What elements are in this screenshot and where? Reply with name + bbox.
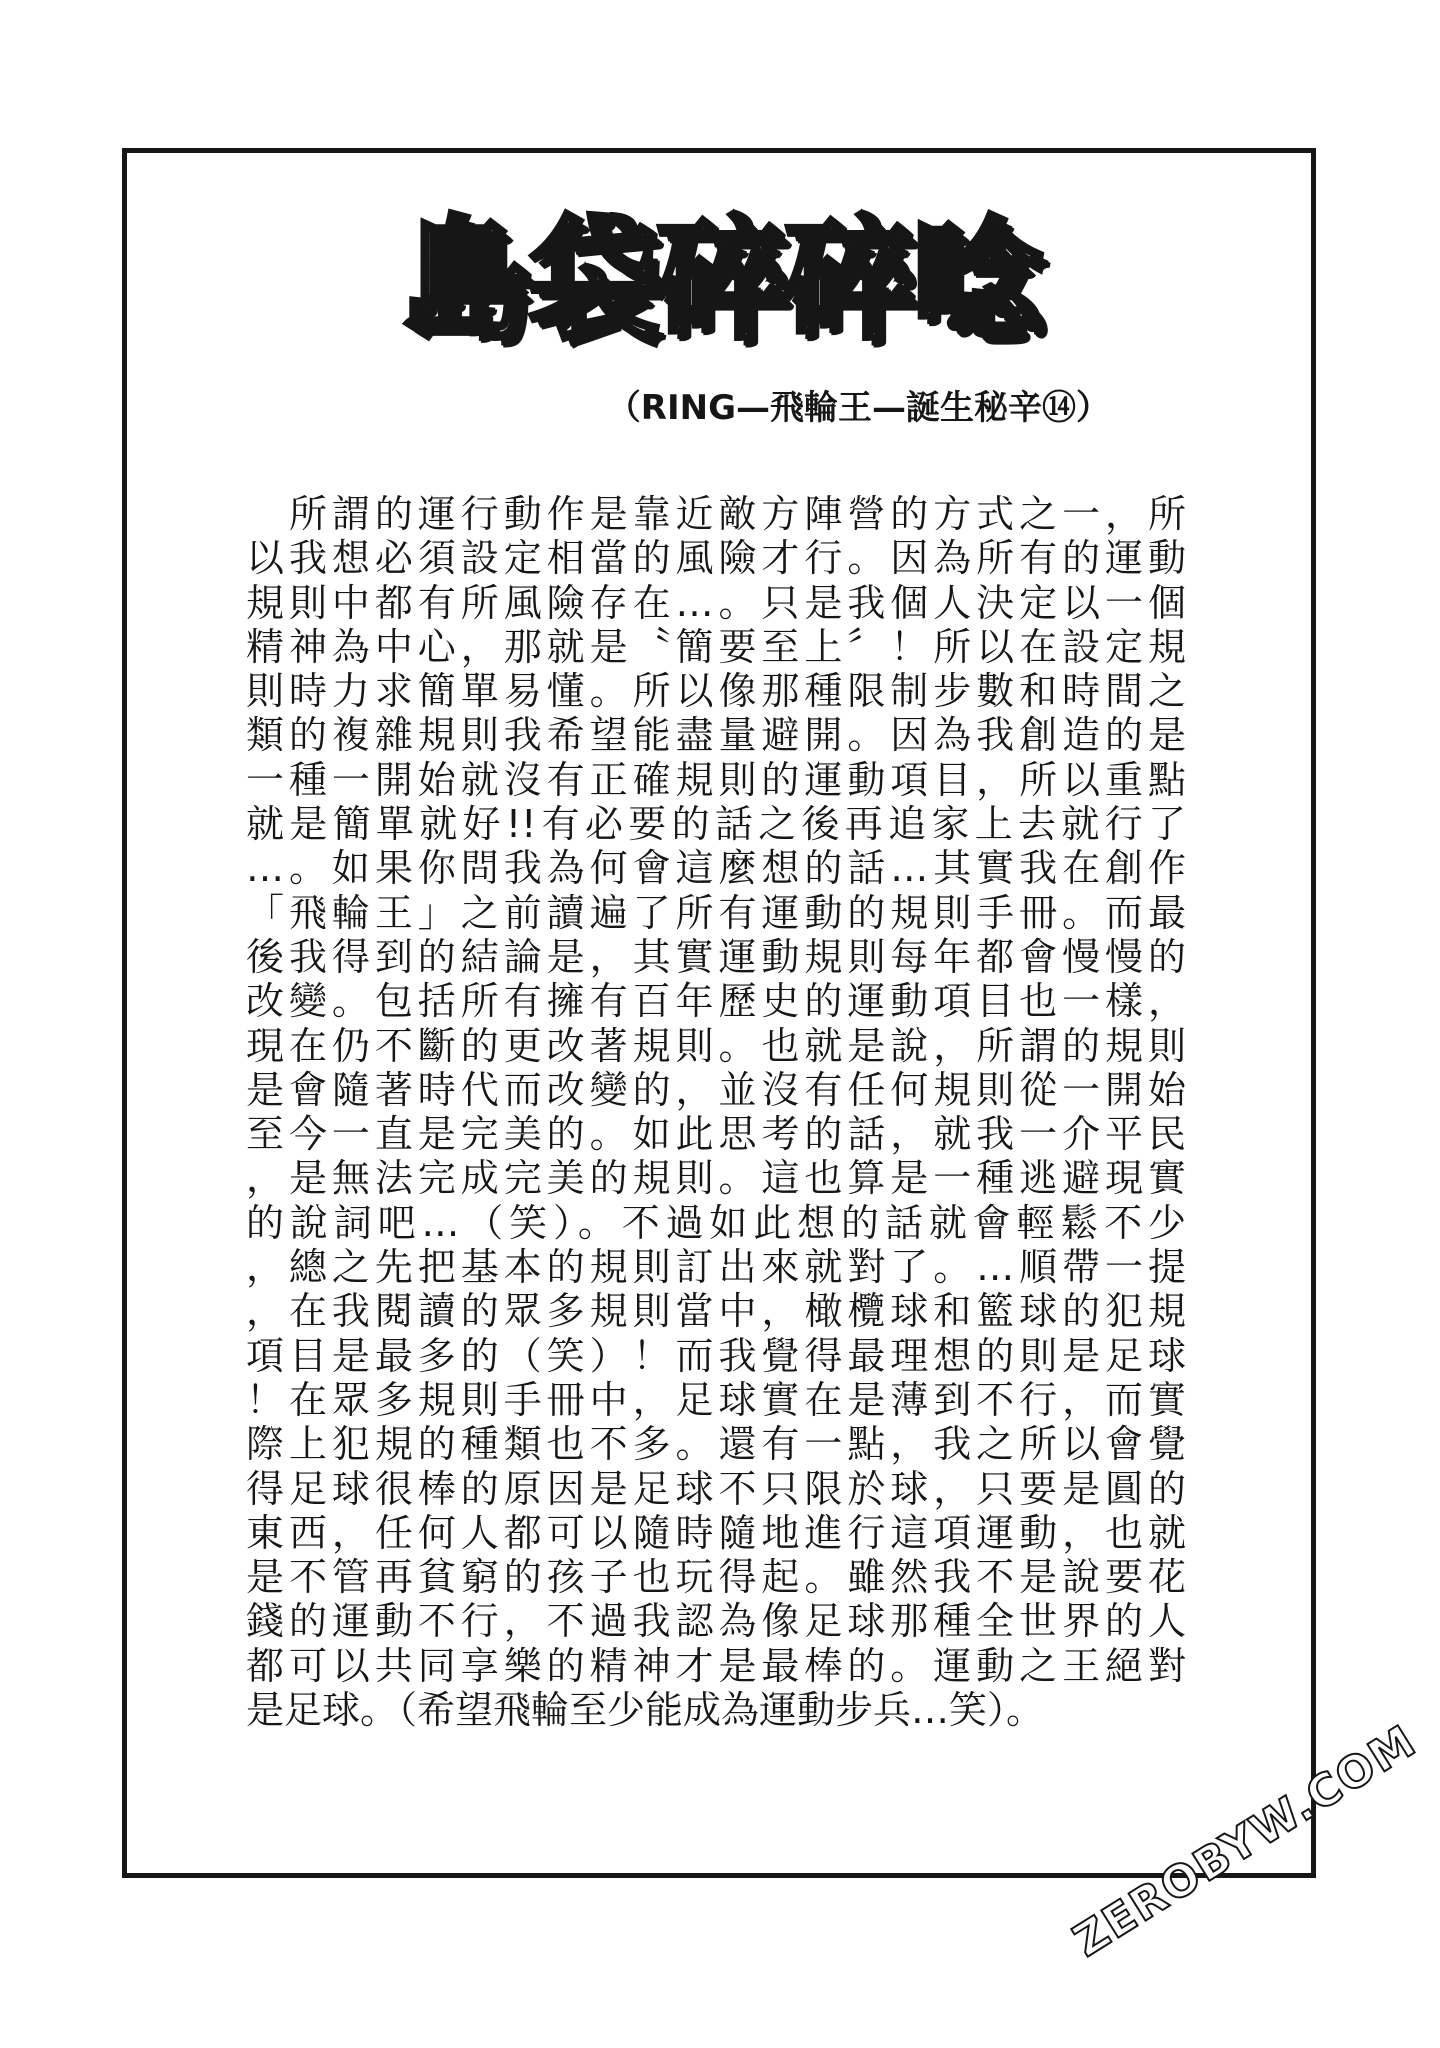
essay-line: 以我想必須設定相當的風險才行。因為所有的運動 — [246, 536, 1186, 581]
essay-line: 項目是最多的（笑）！而我覺得最理想的則是足球 — [246, 1333, 1186, 1378]
essay-line: 後我得到的結論是，其實運動規則每年都會慢慢的 — [246, 934, 1186, 979]
essay-line: 精神為中心，那就是〝簡要至上〞！所以在設定規 — [246, 624, 1186, 669]
page-subtitle: （RING—飛輪王—誕生秘辛⑭） — [606, 388, 1110, 428]
essay-line: ！在眾多規則手冊中，足球實在是薄到不行，而實 — [246, 1377, 1186, 1422]
essay-line: 現在仍不斷的更改著規則。也就是說，所謂的規則 — [246, 1023, 1186, 1068]
essay-line: 得足球很棒的原因是足球不只限於球，只要是圓的 — [246, 1466, 1186, 1511]
essay-line: 是不管再貧窮的孩子也玩得起。雖然我不是說要花 — [246, 1555, 1186, 1600]
page-title: 島袋碎碎唸 — [400, 204, 1040, 358]
essay-line: 的說詞吧…（笑）。不過如此想的話就會輕鬆不少 — [246, 1200, 1186, 1245]
essay-line: 一種一開始就沒有正確規則的運動項目，所以重點 — [246, 757, 1186, 802]
essay-line: 際上犯規的種類也不多。還有一點，我之所以會覺 — [246, 1422, 1186, 1467]
essay-line: 錢的運動不行，不過我認為像足球那種全世界的人 — [246, 1599, 1186, 1644]
essay-line: ，總之先把基本的規則訂出來就對了。…順帶一提 — [246, 1245, 1186, 1290]
essay-line: 規則中都有所風險存在…。只是我個人決定以一個 — [246, 580, 1186, 625]
essay-line: 則時力求簡單易懂。所以像那種限制步數和時間之 — [246, 669, 1186, 714]
essay-line: 是足球。（希望飛輪至少能成為運動步兵…笑）。 — [246, 1688, 1045, 1733]
essay-line: 改變。包括所有擁有百年歷史的運動項目也一樣， — [246, 979, 1186, 1024]
essay-line: 東西，任何人都可以隨時隨地進行這項運動，也就 — [246, 1510, 1186, 1555]
essay-line: …。如果你問我為何會這麼想的話…其實我在創作 — [246, 846, 1186, 891]
essay-line: 「飛輪王」之前讀遍了所有運動的規則手冊。而最 — [246, 890, 1186, 935]
essay-line: 是會隨著時代而改變的，並沒有任何規則從一開始 — [246, 1067, 1186, 1112]
watermark: ZEROBYW.COM — [1064, 1715, 1426, 1967]
essay-line: 就是簡單就好!!有必要的話之後再追家上去就行了 — [246, 802, 1186, 847]
essay-line: 都可以共同享樂的精神才是最棒的。運動之王絕對 — [246, 1643, 1186, 1688]
essay-line: 所謂的運行動作是靠近敵方陣營的方式之一，所 — [246, 492, 1186, 536]
essay-body — [246, 492, 1186, 1732]
essay-line: ，是無法完成完美的規則。這也算是一種逃避現實 — [246, 1156, 1186, 1201]
essay-line: ，在我閱讀的眾多規則當中，橄欖球和籃球的犯規 — [246, 1289, 1186, 1334]
essay-line: 至今一直是完美的。如此思考的話，就我一介平民 — [246, 1112, 1186, 1157]
essay-line: 類的複雜規則我希望能盡量避開。因為我創造的是 — [246, 713, 1186, 758]
